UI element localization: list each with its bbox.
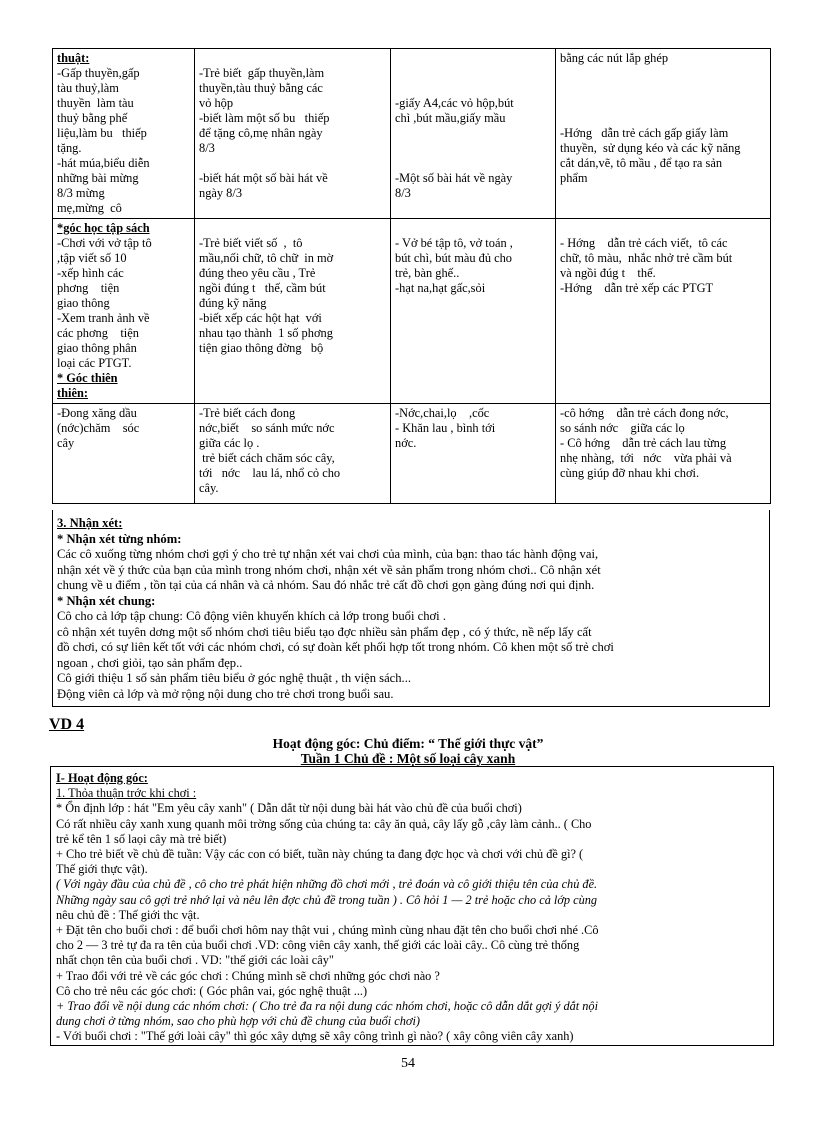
text-line: cô nhận xét tuyên dơng một số nhóm chơi tiêu biểu tạo đợc nhiều sản phẩm đẹp , có ý thức, nề nếp lấy cất: [57, 624, 592, 639]
cell-line: -cô hớng dẫn trẻ cách đong nớc,: [560, 406, 729, 420]
section-body: [56, 801, 768, 1044]
text-line: Có rất nhiều cây xanh xung quanh môi trờng sống của chúng ta: cây ăn quả, cây lấy gỗ ,cây làm cảnh.. ( Cho: [56, 816, 592, 831]
text-line: dung chơi ở từng nhóm, sao cho phù hợp với chủ đề chung của buổi chơi): [56, 1014, 420, 1029]
cell-line: -biết hát một số bài hát về: [199, 171, 328, 185]
text-line: * Ổn định lớp : hát "Em yêu cây xanh" ( Dẫn dắt từ nội dung bài hát vào chủ đề của buổi chơi): [56, 801, 522, 816]
cell-line: cây: [57, 436, 75, 450]
cell-line: tặng.: [57, 141, 82, 155]
cell-line: các phơng tiện: [57, 326, 139, 340]
cell-line: cùng giúp đỡ nhau khi chơi.: [560, 466, 700, 480]
cell-line: bút chì, bút màu đủ cho: [395, 251, 513, 265]
cell-line: thuật:: [57, 51, 90, 65]
table-row: [53, 49, 771, 219]
activity-table: [52, 48, 771, 504]
cell-line: thiên:: [57, 386, 88, 400]
cell-line: 8/3 mừng: [57, 186, 105, 200]
cell-line: ngày 8/3: [199, 186, 243, 200]
notes-general-comments: [57, 609, 765, 702]
cell-line: -hát múa,biểu diễn: [57, 156, 150, 170]
cell-line: [395, 141, 551, 156]
cell-line: trẻ, bàn ghế..: [395, 266, 460, 280]
text-line: nhất chọn tên của buổi chơi . VD: "thế giới các loài cây": [56, 953, 334, 968]
cell-line: phẩm: [560, 171, 588, 185]
cell-line: [560, 66, 766, 81]
text-line: Cô cho cả lớp tập chung: Cô động viên khuyến khích cả lớp trong buổi chơi .: [57, 609, 446, 623]
cell-line: -Một số bài hát về ngày: [395, 171, 513, 185]
cell-line: 8/3: [395, 186, 411, 200]
text-line: Những ngày sau cô gợi trẻ nhớ lại và nêu lên đợc chủ đề trong tuần ) . Cô hỏi 1 — 2 trẻ hoặc cho cả lớp cùng: [56, 892, 598, 907]
cell-line: -Trẻ biết gấp thuyền,làm: [199, 66, 325, 80]
cell-line: phơng tiện: [57, 281, 120, 295]
cell-line: -Hớng dẫn trẻ cách gấp giấy làm: [560, 126, 729, 140]
cell-line: - Vở bé tập tô, vở toán ,: [395, 236, 513, 250]
text-line: ngoan , chơi giỏi, tạo sản phẩm đẹp..: [57, 655, 243, 670]
text-line: ( Với ngày đầu của chủ đề , cô cho trẻ phát hiện những đồ chơi mới , trẻ đoán và cô giới thiệu tên của chủ đề.: [56, 877, 598, 892]
cell-line: cắt dán,vẽ, tô mầu , để tạo ra sản: [560, 156, 723, 170]
cell-line: ,tập viết số 10: [57, 251, 127, 265]
cell-line: giữa các lọ .: [199, 436, 260, 450]
text-line: + Trao đổi với trẻ về các góc chơi : Chúng mình sẽ chơi những góc chơi nào ?: [56, 968, 440, 983]
text-line: Các cô xuống từng nhóm chơi gợi ý cho trẻ tự nhận xét vai chơi của mình, của bạn: thao tác hành động vai,: [57, 547, 599, 561]
corner-activity-box: [50, 766, 774, 1046]
cell-line: [199, 221, 386, 236]
cell-line: *góc học tập sách: [57, 221, 150, 235]
text-line: - Với buổi chơi : "Thế gới loài cây" thì góc xây dựng sẽ xây công trình gì nào? ( xây công viên cây xanh): [56, 1029, 574, 1044]
table-row: [53, 219, 771, 404]
cell-line: trẻ biết cách chăm sóc cây,: [199, 451, 335, 465]
cell-line: [199, 51, 386, 66]
text-line: + Cho trẻ biết về chủ đề tuần: Vậy các con có biết, tuần này chúng ta đang đợc học và chơi với chủ đề gì? (: [56, 847, 584, 862]
notes-section: [52, 510, 770, 707]
cell-line: -Gấp thuyền,gấp: [57, 66, 140, 80]
cell-line: [395, 81, 551, 96]
cell-line: và ngồi đúg t thế.: [560, 266, 656, 280]
cell-line: [560, 96, 766, 111]
section-subheading: 1. Thỏa thuận trớc khi chơi :: [56, 786, 197, 801]
cell-line: tàu thuỷ,làm: [57, 81, 119, 95]
cell-line: tới nớc lau lá, nhổ cỏ cho: [199, 466, 341, 480]
cell-line: [395, 66, 551, 81]
table-cell: [391, 404, 556, 504]
cell-line: chì ,bút mầu,giấy mầu: [395, 111, 506, 125]
notes-group-comments: [57, 547, 765, 594]
cell-line: nhau tạo thành 1 số phơng: [199, 326, 333, 340]
cell-line: [560, 111, 766, 126]
table-cell: [195, 219, 391, 404]
cell-line: [560, 221, 766, 236]
cell-line: (nớc)chăm sóc: [57, 421, 140, 435]
cell-line: [395, 221, 551, 236]
text-line: Động viên cả lớp và mở rộng nội dung cho trẻ chơi trong buổi sau.: [57, 686, 394, 701]
text-line: trẻ kể tên 1 số laọi cây mà trẻ biết): [56, 831, 227, 846]
cell-line: thuyền làm tàu: [57, 96, 134, 110]
cell-line: chữ, tô màu, nhắc nhở trẻ cầm bút: [560, 251, 733, 265]
text-line: + Đặt tên cho buổi chơi : để buổi chơi hôm nay thật vui , chúng mình cùng nhau đặt tên cho buổi chơi nhé .Cô: [56, 923, 599, 938]
cell-line: -Nớc,chai,lọ ,cốc: [395, 406, 490, 420]
cell-line: -giấy A4,các vỏ hộp,bút: [395, 96, 514, 110]
section-heading: I- Hoạt động góc:: [56, 771, 148, 785]
cell-line: -Trẻ biết cách đong: [199, 406, 296, 420]
text-line: đồ chơi, có sự liên kết tốt với các nhóm chơi, có sự đoàn kết phối hợp tốt trong nhóm. Cô khen một số trẻ chơi: [57, 640, 614, 654]
cell-line: - Hớng dẫn trẻ cách viết, tô các: [560, 236, 728, 250]
cell-line: ngồi đúng t thế, cầm bút: [199, 281, 326, 295]
table-cell: [391, 49, 556, 219]
page-number: 54: [401, 1056, 415, 1071]
cell-line: mẹ,mừng cô: [57, 201, 122, 215]
cell-line: giao thông phân: [57, 341, 137, 355]
table-cell: [391, 219, 556, 404]
cell-line: -biết xếp các hột hạt với: [199, 311, 322, 325]
text-line: cho 2 — 3 trẻ tự đa ra tên của buổi chơi .VD: công viên cây xanh, thế giới các loài cây.. Cô cùng trẻ thống: [56, 938, 580, 953]
cell-line: để tặng cô,mẹ nhân ngày: [199, 126, 323, 140]
cell-line: -Xem tranh ảnh về: [57, 311, 150, 325]
cell-line: thuỷ bằng phế: [57, 111, 128, 125]
cell-line: cây.: [199, 481, 219, 495]
cell-line: * Góc thiên: [57, 371, 118, 385]
cell-line: đúng kỹ năng: [199, 296, 267, 310]
cell-line: loại các PTGT.: [57, 356, 132, 370]
cell-line: thuyền,tàu thuỷ bằng các: [199, 81, 323, 95]
cell-line: bằng các nút lắp ghép: [560, 51, 669, 65]
table-cell: [556, 219, 771, 404]
cell-line: [395, 126, 551, 141]
cell-line: -Chơi với vở tập tô: [57, 236, 152, 250]
cell-line: thuyền, sử dụng kéo và các kỹ năng: [560, 141, 741, 155]
cell-line: mầu,nối chữ, tô chữ in mờ: [199, 251, 334, 265]
cell-line: -Hớng dẫn trẻ xếp các PTGT: [560, 281, 714, 295]
cell-line: [560, 81, 766, 96]
notes-heading: 3. Nhận xét:: [57, 516, 123, 530]
text-line: Cô giới thiệu 1 số sản phẩm tiêu biểu ở góc nghệ thuật , th viện sách...: [57, 671, 411, 685]
cell-line: -Đong xăng dầu: [57, 406, 137, 420]
cell-line: những bài mừng: [57, 171, 139, 185]
cell-line: [199, 156, 386, 171]
cell-line: -Trẻ biết viết số , tô: [199, 236, 303, 250]
cell-line: -biết làm một số bu thiếp: [199, 111, 330, 125]
cell-line: [395, 51, 551, 66]
text-line: chung về u điểm , tồn tại của cá nhân và cả nhóm. Sau đó nhắc trẻ cất đồ chơi gọn gàng đúng nơi qui định.: [57, 578, 595, 592]
text-line: nêu chủ đề : Thế giới thc vật.: [56, 907, 200, 922]
text-line: Thế giới thực vật).: [56, 862, 148, 877]
table-cell: [195, 404, 391, 504]
table-row: [53, 404, 771, 504]
week-title: Tuần 1 Chủ đề : Một số loại cây xanh: [300, 751, 516, 766]
text-line: nhận xét về ý thức của bạn của mình trong nhóm chơi, nhận xét về sản phẩm trong nhóm chơi.. Cô nhận xét: [57, 562, 601, 577]
cell-line: so sánh nớc giữa các lọ: [560, 421, 685, 435]
example-label: VD 4: [49, 716, 85, 733]
notes-sub2: * Nhận xét chung:: [57, 593, 156, 608]
cell-line: đúng theo yêu cầu , Trẻ: [199, 266, 316, 280]
text-line: + Trao đổi về nội dung các nhóm chơi: ( Cho trẻ đa ra nội dung các nhóm chơi, hoặc cô dẫn dắt gợi ý dắt nội: [56, 999, 598, 1014]
cell-line: [395, 156, 551, 171]
cell-line: - Khăn lau , bình tới: [395, 421, 496, 435]
cell-line: nhẹ nhàng, tới nớc vừa phải và: [560, 451, 732, 465]
table-cell: [53, 219, 195, 404]
cell-line: -hạt na,hạt gấc,sỏi: [395, 281, 486, 295]
table-cell: [53, 49, 195, 219]
table-cell: [556, 49, 771, 219]
cell-line: nớc,biết so sánh mức nớc: [199, 421, 335, 435]
table-cell: [556, 404, 771, 504]
cell-line: vỏ hộp: [199, 96, 234, 110]
cell-line: giao thông: [57, 296, 110, 310]
cell-line: tiện giao thông đờng bộ: [199, 341, 324, 355]
cell-line: nớc.: [395, 436, 417, 450]
table-cell: [53, 404, 195, 504]
cell-line: 8/3: [199, 141, 215, 155]
cell-line: liệu,làm bu thiếp: [57, 126, 147, 140]
cell-line: - Cô hớng dẫn trẻ cách lau từng: [560, 436, 727, 450]
activity-title: Hoạt động góc: Chủ điểm: “ Thế giới thực vật”: [272, 736, 544, 751]
cell-line: -xếp hình các: [57, 266, 124, 280]
table-cell: [195, 49, 391, 219]
notes-sub1: * Nhận xét từng nhóm:: [57, 531, 182, 546]
text-line: Cô cho trẻ nêu các góc chơi: ( Góc phân vai, góc nghệ thuật ...): [56, 983, 368, 998]
